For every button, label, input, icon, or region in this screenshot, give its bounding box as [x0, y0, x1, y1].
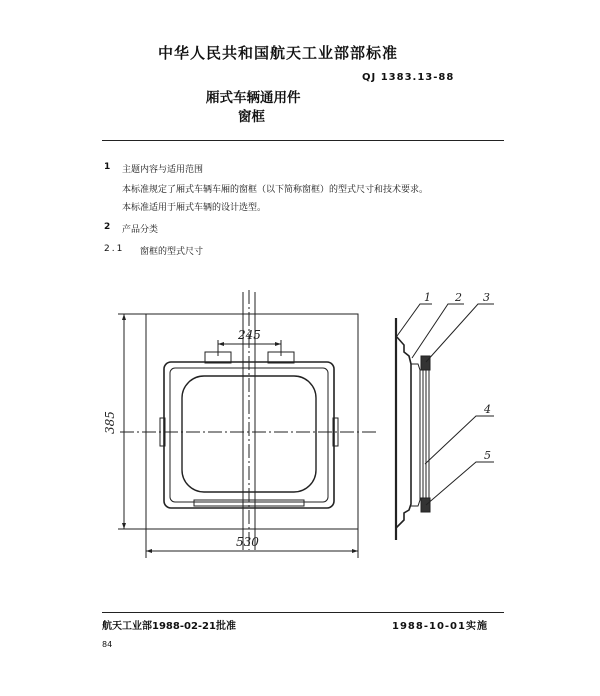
- leader-5: [426, 462, 494, 505]
- section-1-paragraph-1: 本标准规定了厢式车辆车厢的窗框（以下简称窗框）的型式尺寸和技术要求。: [122, 185, 429, 195]
- callout-2-label: 2: [455, 291, 462, 304]
- section-2-number: 2: [104, 222, 111, 232]
- callout-5-label: 5: [484, 449, 491, 462]
- dim-bottom-arrow-right: [352, 549, 358, 553]
- dim-top-label: 245: [238, 328, 261, 342]
- leader-1: [397, 304, 432, 336]
- dim-bottom-arrow-left: [146, 549, 152, 553]
- callout-3-label: 3: [483, 291, 490, 304]
- outer-panel-outline: [146, 314, 358, 529]
- section-1-title: 主题内容与适用范围: [122, 165, 204, 175]
- dim-bottom-label: 530: [236, 535, 259, 549]
- section-1-paragraph-2: 本标准适用于厢式车辆的设计选型。: [122, 203, 267, 213]
- dim-left-arrow-top: [122, 314, 126, 320]
- section-1-number: 1: [104, 162, 111, 172]
- bottom-rule: [102, 612, 504, 613]
- leader-2: [412, 304, 464, 358]
- dim-left-label: 385: [103, 411, 117, 434]
- frame-profile-outer: [396, 336, 411, 528]
- section-2-1-title: 窗框的型式尺寸: [140, 247, 204, 257]
- seal-top: [421, 356, 430, 370]
- leader-3: [426, 304, 494, 362]
- standard-number: QJ 1383.13-88: [362, 72, 455, 83]
- frame-profile-inner: [411, 364, 420, 506]
- dim-top-arrow-left: [218, 342, 224, 346]
- seal-bottom: [421, 498, 430, 512]
- dim-top-arrow-right: [275, 342, 281, 346]
- section-2-title: 产品分类: [122, 225, 159, 235]
- page-number: 84: [102, 640, 113, 649]
- callout-4-label: 4: [484, 403, 491, 416]
- title-line-2: 窗框: [238, 109, 265, 125]
- dim-left-arrow-bottom: [122, 523, 126, 529]
- callout-1-label: 1: [424, 291, 431, 304]
- standard-org-header: 中华人民共和国航天工业部部标准: [158, 44, 399, 62]
- section-2-1-number: 2.1: [104, 244, 125, 254]
- approval-date: 航天工业部1988-02-21批准: [102, 621, 236, 632]
- effective-date: 1988-10-01实施: [392, 621, 488, 632]
- title-line-1: 厢式车辆通用件: [206, 90, 301, 106]
- section-view: [396, 318, 430, 540]
